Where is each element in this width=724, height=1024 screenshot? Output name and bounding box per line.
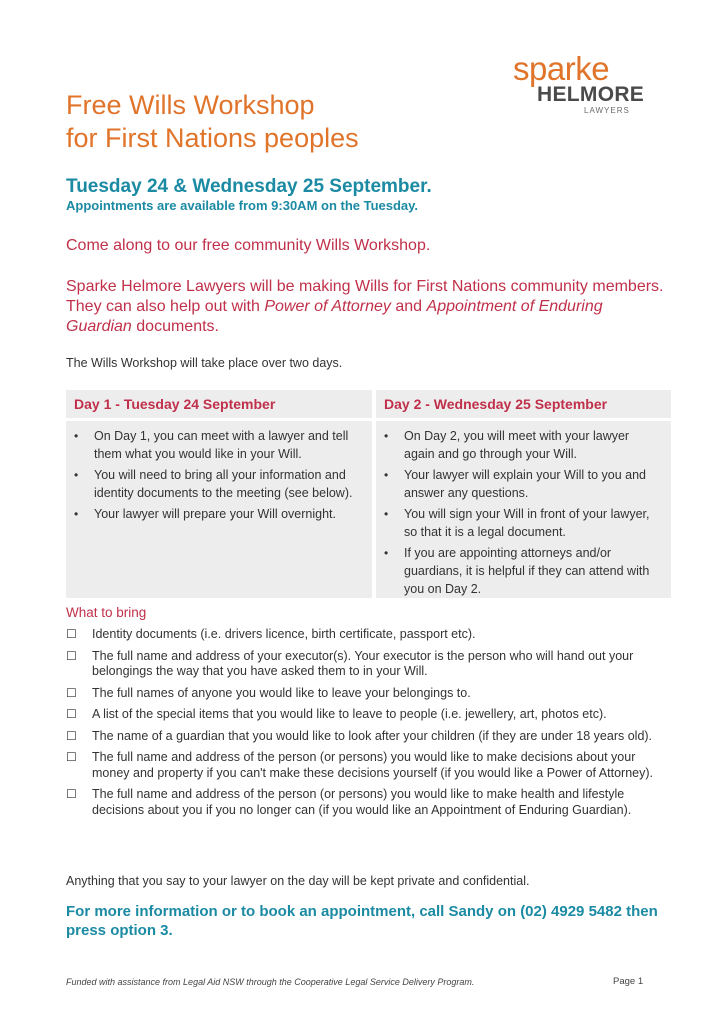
list-item: • You will need to bring all your information and identity documents to the meeting (see below). — [66, 466, 364, 502]
list-item: • If you are appointing attorneys and/or guardians, it is helpful if they can attend with you on Day 2. — [376, 544, 663, 598]
workshop-dates: Tuesday 24 & Wednesday 25 September. — [66, 176, 432, 197]
day1-panel — [66, 421, 372, 598]
sparke-helmore-logo — [513, 50, 645, 120]
what-to-bring-list — [66, 627, 656, 824]
logo-sparke: sparke — [513, 50, 610, 87]
intro-text-2: documents. — [131, 318, 219, 335]
checkbox-icon: ☐ — [66, 728, 77, 743]
checklist-text: The full name and address of the person (or persons) you would like to make decisions about your money and property if you can't make these decisions yourself (if you would like a Power of Attorney). — [92, 750, 653, 780]
appointments-note: Appointments are available from 9:30AM on the Tuesday. — [66, 198, 419, 213]
come-along-text: Come along to our free community Wills Workshop. — [66, 237, 431, 254]
list-item: • Your lawyer will prepare your Will overnight. — [66, 505, 364, 523]
checklist-item — [66, 729, 656, 745]
two-days-text: The Wills Workshop will take place over two days. — [66, 356, 343, 370]
day2-list — [376, 427, 663, 598]
power-of-attorney-text: Power of Attorney — [264, 298, 391, 315]
list-item: • On Day 2, you will meet with your lawyer again and go through your Will. — [376, 427, 663, 463]
enduring-guardian-text: Appointment of Enduring Guardian — [66, 298, 603, 335]
logo-helmore: HELMORE — [537, 83, 645, 106]
logo-lawyers: LAWYERS — [584, 106, 630, 115]
list-item: • Your lawyer will explain your Will to you and answer any questions. — [376, 466, 663, 502]
title-line-1: Free Wills Workshop — [66, 90, 315, 120]
intro-and: and — [390, 298, 427, 315]
checkbox-icon: ☐ — [66, 627, 77, 641]
page-number: Page 1 — [613, 976, 644, 987]
funding-footnote: Funded with assistance from Legal Aid NSW through the Cooperative Legal Service Delivery Program. — [66, 977, 475, 987]
page-title — [66, 89, 359, 155]
checklist-text: A list of the special items that you would like to leave to people (i.e. jewellery, art, photos etc). — [92, 707, 607, 721]
checklist-text: The full names of anyone you would like to leave your belongings to. — [92, 685, 471, 700]
intro-paragraph — [66, 277, 666, 337]
checklist-item — [66, 649, 656, 680]
list-item: • You will sign your Will in front of your lawyer, so that it is a legal document. — [376, 505, 663, 541]
checkbox-icon: ☐ — [66, 787, 77, 801]
intro-text-1: Sparke Helmore Lawyers will be making Wills for First Nations community members. They can also help out with — [66, 278, 664, 315]
day1-list — [66, 427, 364, 523]
privacy-note: Anything that you say to your lawyer on the day will be kept private and confidential. — [66, 874, 530, 888]
checklist-item — [66, 750, 656, 781]
title-line-2: for First Nations peoples — [66, 123, 359, 153]
checkbox-icon: ☐ — [66, 707, 77, 721]
checklist-item — [66, 707, 656, 723]
day2-panel — [376, 421, 671, 598]
what-to-bring-heading: What to bring — [66, 605, 147, 620]
checkbox-icon: ☐ — [66, 750, 77, 764]
checklist-text: The full name and address of the person (or persons) you would like to make health and lifestyle decisions about you if you no longer can (if you would like an Appointment of Enduring Guardian). — [92, 787, 632, 817]
checklist-item — [66, 686, 656, 702]
checklist-text: The full name and address of your executor(s). Your executor is the person who will hand out your belongings the way that you have asked them to in your Will. — [92, 648, 634, 678]
checklist-item — [66, 627, 656, 643]
days-table — [66, 390, 671, 598]
checklist-text: The name of a guardian that you would like to look after your children (if they are under 18 years old). — [92, 728, 653, 743]
checkbox-icon: ☐ — [66, 685, 77, 700]
day2-heading: Day 2 - Wednesday 25 September — [376, 390, 671, 418]
checkbox-icon: ☐ — [66, 648, 77, 663]
checklist-text: Identity documents (i.e. drivers licence, birth certificate, passport etc). — [92, 627, 476, 641]
contact-info: For more information or to book an appointment, call Sandy on (02) 4929 5482 then press option 3. — [66, 903, 658, 939]
day1-heading: Day 1 - Tuesday 24 September — [66, 390, 372, 418]
checklist-item — [66, 787, 656, 818]
list-item: • On Day 1, you can meet with a lawyer and tell them what you would like in your Will. — [66, 427, 364, 463]
